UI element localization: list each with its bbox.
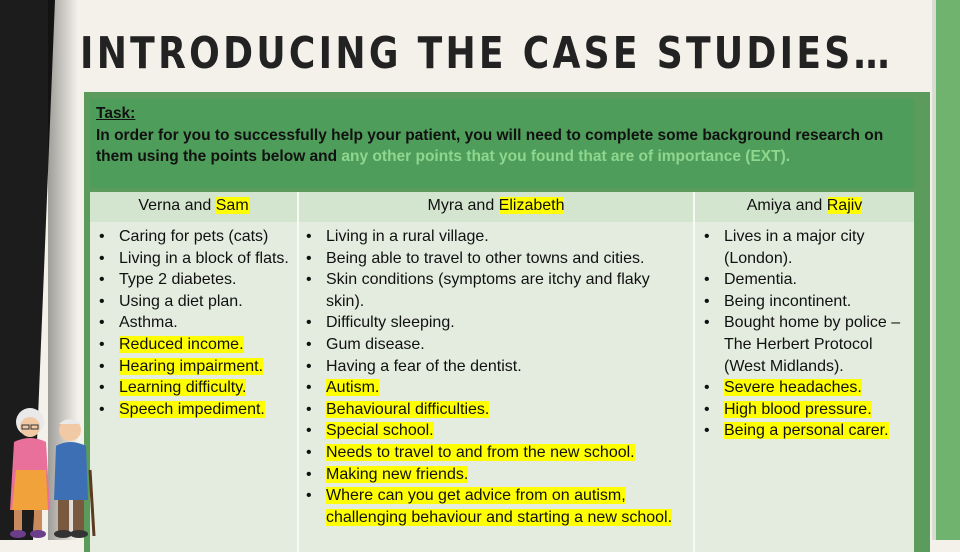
list-item-text: Severe headaches. [724,379,862,397]
list-item [304,356,690,378]
list-item-text: Learning difficulty. [119,379,247,397]
slide-title: INTRODUCING THE CASE STUDIES… [80,28,893,79]
column-divider [693,192,695,552]
elderly-couple-illustration [0,400,96,540]
list-item [304,485,690,528]
column-header-myra-elizabeth [299,197,693,215]
list-item [702,312,914,377]
header-name: Myra and [427,197,499,214]
list-item-text: Speech impediment. [119,400,265,418]
list-item-text: Being incontinent. [724,292,852,310]
header-name-highlight: Sam [215,197,249,214]
list-item-text: Caring for pets (cats) [119,228,269,245]
list-item-text: Reduced income. [119,335,244,353]
list-item-text: High blood pressure. [724,400,872,418]
list-item [97,334,293,356]
list-item-text: Using a diet plan. [119,292,243,310]
list-item-text: Bought home by police – The Herbert Protocol (West Midlands). [724,314,901,375]
header-name: Verna and [138,197,216,214]
list-item [97,356,293,378]
list-item [304,334,690,356]
list-item-text: Special school. [326,422,434,440]
list-item-text: Lives in a major city (London). [724,228,865,267]
list-item [304,226,690,248]
list-item [702,399,914,421]
list-item [304,248,690,270]
list-item-text: Living in a rural village. [326,228,489,245]
list-item [97,377,293,399]
list-item [97,291,293,313]
list-item [304,420,690,442]
list-item [702,269,914,291]
list-item-text: Skin conditions (symptoms are itchy and flaky skin). [326,271,650,310]
list-item-text: Difficulty sleeping. [326,314,455,332]
task-text-extension: any other points that you found that are of importance (EXT). [341,148,791,165]
myra-elizabeth-points [304,226,690,528]
list-item-text: Needs to travel to and from the new school. [326,443,635,461]
task-heading: Task: [96,105,136,122]
list-item [97,312,293,334]
header-name: Amiya and [746,197,827,214]
header-name-highlight: Rajiv [826,197,863,214]
column-header-amiya-rajiv [695,197,914,215]
list-item [702,226,914,269]
list-item [702,291,914,313]
list-item [97,248,293,270]
verna-sam-points [97,226,293,420]
list-item [702,420,914,442]
list-item [304,399,690,421]
list-item [304,312,690,334]
list-item [304,377,690,399]
list-item [97,226,293,248]
list-item-text: Gum disease. [326,335,425,353]
list-item-text: Type 2 diabetes. [119,271,237,289]
right-decor-bar [936,0,960,540]
list-item-text: Autism. [326,379,380,397]
list-item-text: Making new friends. [326,465,469,483]
list-item [97,399,293,421]
amiya-rajiv-points [702,226,914,442]
column-header-verna-sam [90,197,297,215]
list-item [97,269,293,291]
list-item-text: Being a personal carer. [724,422,889,440]
task-box [90,99,914,188]
list-item [304,442,690,464]
column-divider [297,192,299,552]
list-item-text: Having a fear of the dentist. [326,357,522,375]
list-item [304,269,690,312]
list-item-text: Dementia. [724,271,797,289]
list-item-text: Hearing impairment. [119,357,264,375]
list-item-text: Asthma. [119,314,178,332]
list-item-text: Living in a block of flats. [119,249,289,267]
task-text: In order for you to successfully help your patient, you will need to complete some background research on them using the points below and [96,126,884,165]
list-item-text: Behavioural difficulties. [326,400,490,418]
list-item [304,464,690,486]
list-item-text: Where can you get advice from on autism, challenging behaviour and starting a new school. [326,487,673,526]
list-item [702,377,914,399]
header-name-highlight: Elizabeth [498,197,565,214]
list-item-text: Being able to travel to other towns and cities. [326,249,645,267]
